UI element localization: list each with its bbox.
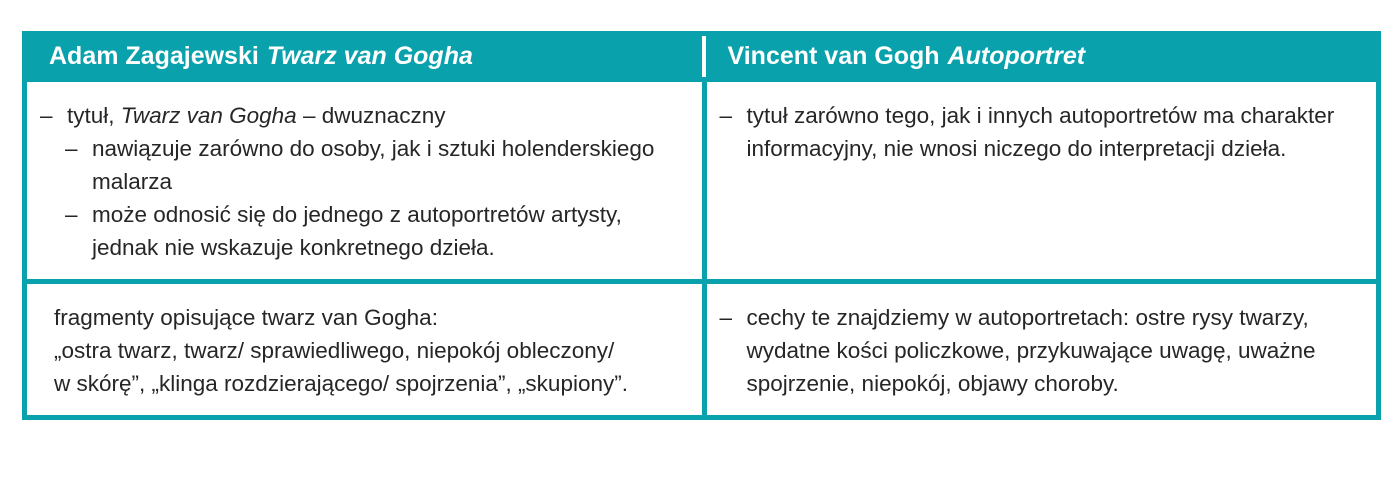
list-item-text: może odnosić się do jednego z autoportretów artysty, jednak nie wskazuje konkretnego dzieła.	[92, 202, 622, 260]
comparison-table	[22, 31, 1381, 420]
dash-bullet: –	[719, 103, 733, 128]
dash-bullet: –	[719, 305, 733, 330]
dash-bullet: –	[65, 202, 78, 227]
list-item	[720, 99, 1357, 165]
list-item	[65, 198, 682, 264]
dash-bullet: –	[65, 136, 78, 161]
text-line: w skórę”, „klinga rozdzierającego/ spojrzenia”, „skupiony”.	[54, 371, 628, 396]
header-cell-van-gogh	[702, 36, 1377, 77]
cell-zagajewski-title	[27, 82, 702, 279]
table-row-title-analysis	[27, 82, 1376, 279]
cell-van-gogh-features	[702, 284, 1377, 415]
text-line: „ostra twarz, twarz/ sprawiedliwego, niepokój obleczony/	[54, 338, 615, 363]
list-item-text-pre: tytuł,	[67, 103, 121, 128]
header-left-title: Twarz van Gogha	[266, 42, 473, 70]
header-right-author: Vincent van Gogh	[727, 42, 940, 70]
header-cell-zagajewski	[27, 42, 702, 71]
list-item-text-post: – dwuznaczny	[296, 103, 446, 128]
list-item-text-italic: Twarz van Gogha	[120, 103, 297, 128]
text-line: fragmenty opisujące twarz van Gogha:	[54, 305, 438, 330]
list-item-text: tytuł zarówno tego, jak i innych autoportretów ma charakter informacyjny, nie wnosi niczego do interpretacji dzieła.	[746, 103, 1335, 161]
cell-zagajewski-fragments	[27, 284, 702, 415]
header-left-author: Adam Zagajewski	[49, 42, 259, 70]
cell-van-gogh-title	[702, 82, 1377, 279]
table-row-face-description	[27, 279, 1376, 415]
table-header-row	[27, 31, 1376, 82]
list-item	[65, 132, 682, 198]
list-item	[40, 99, 682, 132]
list-item-text: cechy te znajdziemy w autoportretach: ostre rysy twarzy, wydatne kości policzkowe, przykuwające uwagę, uważne spojrzenie, niepokój, objawy choroby.	[746, 305, 1316, 396]
list-item	[720, 301, 1357, 400]
list-item-text: nawiązuje zarówno do osoby, jak i sztuki holenderskiego malarza	[92, 136, 655, 194]
header-right-title: Autoportret	[947, 42, 1086, 70]
dash-bullet: –	[40, 103, 53, 128]
